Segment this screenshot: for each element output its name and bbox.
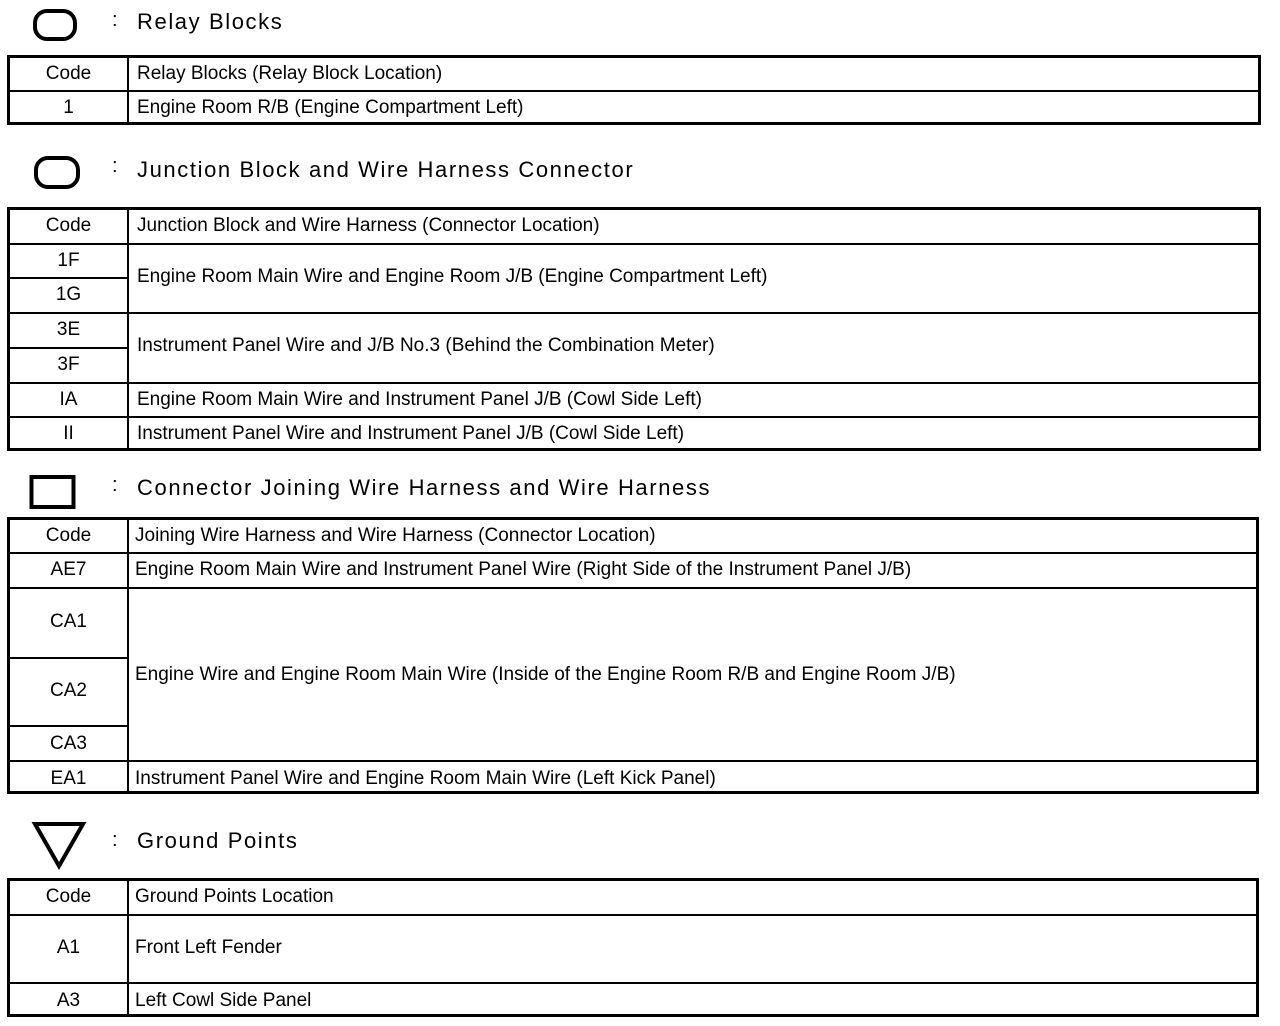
header-description: Junction Block and Wire Harness (Connector Location)	[137, 215, 600, 236]
code-cell: A1	[56, 937, 81, 958]
header-code: Code	[45, 886, 92, 907]
section-title: Junction Block and Wire Harness Connector	[137, 157, 635, 182]
junction-block-table	[7, 207, 1261, 451]
row-divider	[10, 90, 1258, 92]
column-divider	[127, 881, 129, 1014]
rectangle-icon	[29, 474, 77, 510]
description-cell: Instrument Panel Wire and Engine Room Main Wire (Left Kick Panel)	[135, 768, 716, 789]
colon: :	[112, 9, 118, 31]
section-title: Relay Blocks	[137, 9, 284, 34]
ground-points-table	[7, 878, 1259, 1017]
row-divider	[10, 416, 1258, 418]
row-divider	[10, 982, 1256, 984]
header-code: Code	[45, 215, 92, 236]
header-description: Relay Blocks (Relay Block Location)	[137, 63, 443, 84]
code-cell: 1G	[55, 284, 82, 305]
code-cell: 1	[63, 97, 74, 118]
row-divider	[10, 243, 1258, 245]
column-divider	[127, 520, 129, 791]
description-cell: Front Left Fender	[135, 937, 282, 958]
code-cell: 3E	[56, 319, 81, 340]
description-cell: Left Cowl Side Panel	[135, 990, 312, 1011]
section-title: Ground Points	[137, 828, 299, 853]
row-divider	[10, 382, 1258, 384]
code-cell: A3	[56, 990, 81, 1011]
code-cell: CA3	[50, 733, 87, 754]
description-cell: Engine Room Main Wire and Engine Room J/B (Engine Compartment Left)	[137, 266, 768, 287]
code-cell: CA2	[50, 680, 87, 701]
row-divider	[10, 914, 1256, 916]
row-divider	[10, 277, 127, 279]
code-cell: II	[63, 423, 74, 444]
header-code: Code	[45, 525, 92, 546]
header-code: Code	[45, 63, 92, 84]
row-divider	[10, 657, 127, 659]
section-title: Connector Joining Wire Harness and Wire Harness	[137, 475, 712, 500]
description-cell: Engine Room Main Wire and Instrument Panel J/B (Cowl Side Left)	[137, 389, 702, 410]
column-divider	[127, 210, 129, 448]
row-divider	[10, 552, 1256, 554]
description-cell: Engine Wire and Engine Room Main Wire (Inside of the Engine Room R/B and Engine Room J/B)	[135, 664, 956, 685]
colon: :	[112, 829, 118, 851]
code-cell: EA1	[50, 768, 87, 789]
code-cell: AE7	[50, 559, 87, 580]
description-cell: Instrument Panel Wire and Instrument Panel J/B (Cowl Side Left)	[137, 423, 685, 444]
description-cell: Instrument Panel Wire and J/B No.3 (Behind the Combination Meter)	[137, 335, 715, 356]
row-divider	[10, 587, 1256, 589]
description-cell: Engine Room Main Wire and Instrument Panel Wire (Right Side of the Instrument Panel J/B)	[135, 559, 912, 580]
code-cell: 1F	[57, 250, 80, 271]
row-divider	[10, 760, 1256, 762]
header-description: Ground Points Location	[135, 886, 334, 907]
rounded-rectangle-icon	[34, 155, 82, 191]
row-divider	[10, 347, 127, 349]
code-cell: 3F	[57, 354, 80, 375]
row-divider	[10, 312, 1258, 314]
row-divider	[10, 725, 127, 727]
connector-joining-table	[7, 517, 1259, 794]
code-cell: IA	[59, 389, 78, 410]
colon: :	[112, 474, 118, 496]
code-cell: CA1	[50, 611, 87, 632]
rounded-rectangle-icon	[33, 8, 79, 42]
header-description: Joining Wire Harness and Wire Harness (Connector Location)	[135, 525, 656, 546]
relay-blocks-table	[7, 55, 1261, 125]
colon: :	[112, 155, 118, 177]
down-triangle-icon	[31, 820, 87, 870]
description-cell: Engine Room R/B (Engine Compartment Left)	[137, 97, 524, 118]
